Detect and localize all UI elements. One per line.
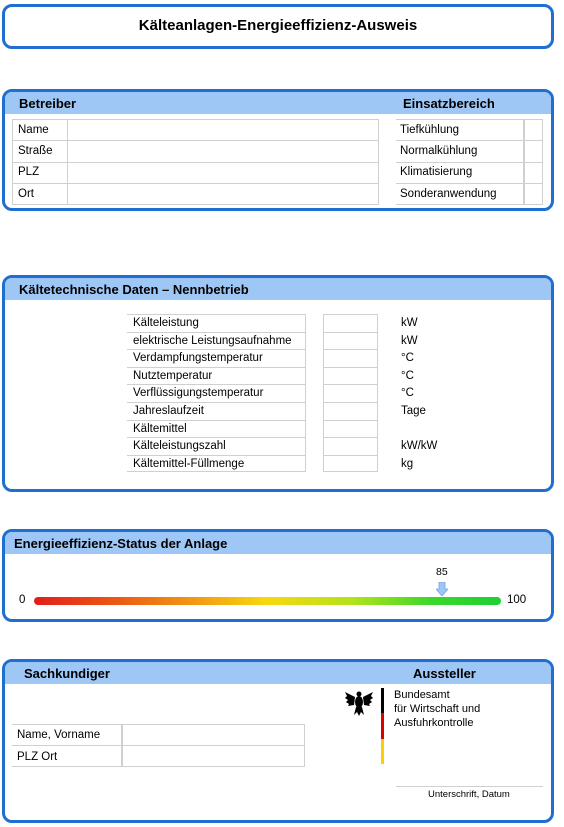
betreiber-header: Betreiber (19, 96, 77, 111)
kaelte-row-unit: °C (401, 352, 414, 365)
flag-stripe-red (381, 713, 384, 739)
sachkundiger-name-label: Name, Vorname (17, 729, 101, 741)
kaelte-row-label: Kälteleistung (133, 317, 199, 329)
sachkundiger-plz-label: PLZ Ort (17, 751, 58, 763)
kaelte-row-unit: °C (401, 387, 414, 400)
status-section (2, 529, 554, 622)
divider (323, 402, 378, 403)
title-box (2, 4, 554, 49)
status-header: Energieeffizienz-Status der Anlage (14, 536, 228, 551)
divider (323, 455, 378, 456)
betreiber-strasse-label: Straße (18, 145, 53, 157)
einsatz-tiefkuehlung-label: Tiefkühlung (400, 124, 460, 136)
kaelte-row-label: Kältemittel-Füllmenge (133, 457, 245, 470)
aussteller-header: Aussteller (413, 666, 476, 681)
kaelte-row-label: elektrische Leistungsaufnahme (133, 334, 292, 347)
divider (127, 332, 306, 333)
efficiency-gradient-bar (34, 597, 501, 605)
kaelte-row-unit: Tage (401, 405, 426, 417)
divider (127, 420, 306, 421)
org-line-1: Bundesamt (394, 689, 450, 701)
kaelte-row-label: Kältemittel (133, 422, 187, 435)
page-title: Kälteanlagen-Energieeffizienz-Ausweis (138, 17, 418, 34)
status-max-label: 100 (507, 594, 527, 606)
flag-stripe-black (381, 688, 384, 713)
divider (323, 332, 378, 333)
einsatz-klimatisierung-label: Klimatisierung (400, 166, 473, 178)
divider (127, 437, 306, 438)
divider (12, 183, 379, 184)
status-value-label: 85 (436, 566, 448, 578)
einsatz-normalkuehlung-label: Normalkühlung (400, 145, 478, 157)
divider (127, 349, 306, 350)
divider (396, 140, 543, 141)
divider (323, 437, 378, 438)
divider (12, 745, 305, 746)
signature-line[interactable] (396, 786, 543, 787)
kaelte-row-label: Jahreslaufzeit (133, 405, 204, 417)
kaelte-row-label: Verdampfungstemperatur (133, 352, 263, 365)
divider (127, 402, 306, 403)
divider (127, 367, 306, 368)
divider (12, 162, 379, 163)
divider (12, 140, 379, 141)
org-line-3: Ausfuhrkontrolle (394, 717, 474, 729)
divider (396, 162, 543, 163)
kaelte-value-col[interactable] (323, 314, 378, 472)
divider (323, 384, 378, 385)
kaelte-header: Kältetechnische Daten – Nennbetrieb (19, 282, 249, 297)
divider (127, 384, 306, 385)
kaelte-row-unit: kW (401, 334, 418, 347)
kaelte-row-label: Nutztemperatur (133, 369, 213, 382)
federal-eagle-icon (344, 688, 374, 718)
divider (396, 183, 543, 184)
divider (127, 455, 306, 456)
betreiber-name-label: Name (18, 124, 49, 136)
kaelte-row-unit: kW/kW (401, 440, 438, 453)
sachkundiger-header: Sachkundiger (24, 666, 110, 681)
betreiber-ort-label: Ort (18, 188, 34, 200)
flag-stripe-gold (381, 739, 384, 764)
status-min-label: 0 (19, 594, 26, 606)
kaelte-row-unit: kg (401, 457, 414, 470)
divider (323, 349, 378, 350)
betreiber-plz-label: PLZ (18, 166, 40, 178)
kaelte-row-label: Verflüssigungstemperatur (133, 387, 264, 400)
einsatz-sonderanwendung-label: Sonderanwendung (400, 188, 497, 200)
divider (323, 367, 378, 368)
kaelte-row-unit: °C (401, 369, 414, 382)
signature-label: Unterschrift, Datum (428, 789, 510, 800)
kaelte-row-unit: kW (401, 317, 418, 329)
einsatz-header: Einsatzbereich (403, 96, 495, 111)
divider (323, 420, 378, 421)
kaelte-row-label: Kälteleistungszahl (133, 440, 226, 453)
down-arrow-icon (436, 582, 448, 596)
org-line-2: für Wirtschaft und (394, 703, 481, 715)
